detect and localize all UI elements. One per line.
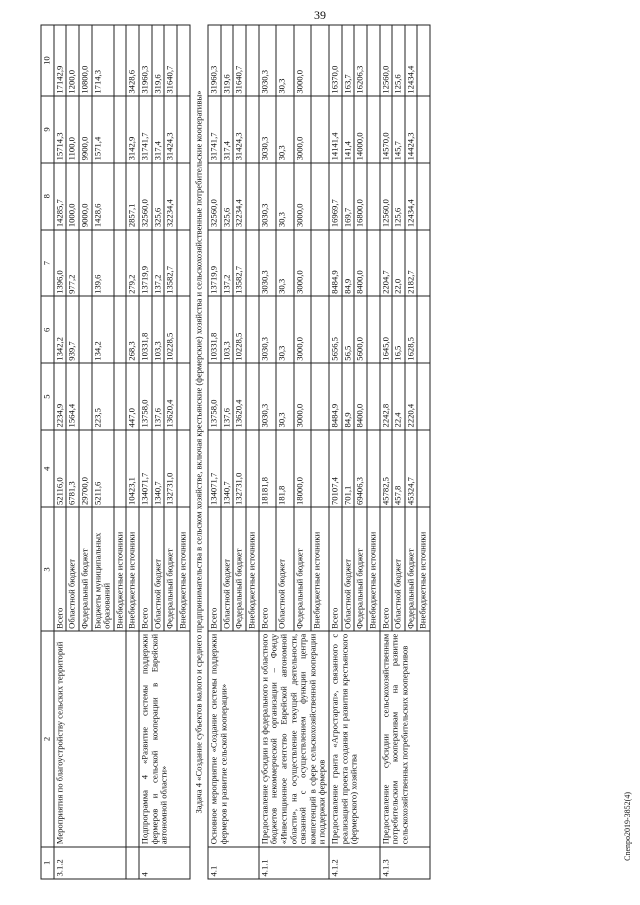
value-cell: 30,3: [276, 230, 294, 297]
value-cell: 31424,3: [164, 96, 177, 163]
value-cell: 84,9: [342, 230, 355, 297]
funding-source: Всего: [329, 507, 342, 631]
value-cell: 169,7: [342, 163, 355, 230]
value-cell: 30,3: [276, 96, 294, 163]
value-cell: 5600,0: [354, 296, 367, 363]
measure-name: Подпрограмма 4 «Развитие системы поддержки фермеров и сельской кооперации в Еврейской автономной области»: [139, 631, 190, 846]
budget-table-sheet: [41, 25, 601, 880]
value-cell: 31960,3: [139, 25, 152, 96]
value-cell: 8400,0: [354, 230, 367, 297]
measure-name: Мероприятия по благоустройству сельских территорий: [54, 631, 127, 846]
value-cell: 5211,6: [92, 430, 114, 508]
value-cell: 3000,0: [294, 363, 312, 430]
funding-source: Федеральный бюджет: [164, 507, 177, 631]
table-row: [54, 25, 67, 879]
value-cell: 1564,4: [66, 363, 79, 430]
value-cell: 2234,9: [54, 363, 67, 430]
value-cell: 22,4: [392, 363, 405, 430]
value-cell: 16969,7: [329, 163, 342, 230]
table-row: [208, 25, 221, 879]
value-cell: [177, 296, 190, 363]
value-cell: 31640,7: [233, 25, 246, 96]
value-cell: [311, 25, 329, 96]
funding-source: Областной бюджет: [342, 507, 355, 631]
value-cell: 137,6: [152, 363, 165, 430]
value-cell: 317,4: [152, 96, 165, 163]
measure-name: Предоставление субсидии из федерального и областного бюджетов некоммерческой организации – Фонду «Инвестиционное агентство Еврейской автономной области», на осуществление текущей деятельности, связанной с осуществлением функции центра компетенций в сфере сельскохозяйственной кооперации и поддержки фермеров: [259, 631, 329, 846]
value-cell: 163,7: [342, 25, 355, 96]
value-cell: 5656,5: [329, 296, 342, 363]
value-cell: 268,3: [126, 296, 139, 363]
value-cell: 279,2: [126, 230, 139, 297]
value-cell: 2220,4: [405, 363, 418, 430]
value-cell: [114, 430, 127, 508]
table-row: [329, 25, 342, 879]
value-cell: 13620,4: [233, 363, 246, 430]
header-cell: 6: [41, 296, 54, 363]
value-cell: 13582,7: [233, 230, 246, 297]
value-cell: [114, 296, 127, 363]
value-cell: 12434,4: [405, 163, 418, 230]
measure-name: Предоставление гранта «Агростартап», связанного с реализацией проекта создания и развития крестьянского (фермерского) хозяйства: [329, 631, 380, 846]
value-cell: 16370,0: [329, 25, 342, 96]
value-cell: 45324,7: [405, 430, 418, 508]
value-cell: 103,3: [152, 296, 165, 363]
value-cell: [114, 363, 127, 430]
value-cell: [246, 163, 259, 230]
table-row: [259, 25, 277, 879]
row-id: 4.1.1: [259, 847, 329, 879]
value-cell: 1396,0: [54, 230, 67, 297]
value-cell: 56,5: [342, 296, 355, 363]
value-cell: 18181,8: [259, 430, 277, 508]
value-cell: 3428,6: [126, 25, 139, 96]
value-cell: 31741,7: [208, 96, 221, 163]
value-cell: 45782,5: [380, 430, 393, 508]
value-cell: [367, 163, 380, 230]
value-cell: 317,4: [221, 96, 234, 163]
value-cell: [417, 296, 430, 363]
header-cell: 9: [41, 96, 54, 163]
value-cell: [114, 96, 127, 163]
value-cell: 134,2: [92, 296, 114, 363]
value-cell: [114, 25, 127, 96]
value-cell: [177, 230, 190, 297]
value-cell: 3000,0: [294, 163, 312, 230]
value-cell: [311, 363, 329, 430]
row-id: 4: [139, 847, 190, 879]
value-cell: 22,0: [392, 230, 405, 297]
value-cell: [367, 25, 380, 96]
funding-source: Внебюджетные источники: [114, 507, 127, 631]
value-cell: 9900,0: [79, 96, 92, 163]
funding-source: Федеральный бюджет: [294, 507, 312, 631]
value-cell: [177, 363, 190, 430]
value-cell: 141,4: [342, 96, 355, 163]
value-cell: [417, 430, 430, 508]
value-cell: 181,8: [276, 430, 294, 508]
value-cell: 31960,3: [208, 25, 221, 96]
measure-name: Основное мероприятие «Создание системы поддержки фермеров и развитие сельской кооперации»: [208, 631, 259, 846]
value-cell: 16206,3: [354, 25, 367, 96]
value-cell: [246, 296, 259, 363]
value-cell: 10331,8: [139, 296, 152, 363]
value-cell: 18000,0: [294, 430, 312, 508]
funding-source: Бюджеты муниципальных образований: [92, 507, 114, 631]
funding-source: Всего: [380, 507, 393, 631]
value-cell: 1340,7: [221, 430, 234, 508]
value-cell: [311, 430, 329, 508]
task-title: Задача 4 «Создание субъектов малого и среднего предпринимательства в сельском хозяйстве, включая крестьянские (фермерские) хозяйства и сельскохозяйственные потребительские кооперативы»: [190, 25, 209, 879]
budget-table: [41, 25, 431, 880]
value-cell: 13582,7: [164, 230, 177, 297]
value-cell: 319,6: [221, 25, 234, 96]
value-cell: 325,6: [221, 163, 234, 230]
table-row: [139, 25, 152, 879]
value-cell: [311, 163, 329, 230]
value-cell: 3000,0: [294, 96, 312, 163]
value-cell: 3142,9: [126, 96, 139, 163]
value-cell: 1628,5: [405, 296, 418, 363]
value-cell: [79, 230, 92, 297]
funding-source: Федеральный бюджет: [405, 507, 418, 631]
value-cell: 14570,0: [380, 96, 393, 163]
funding-source: Областной бюджет: [276, 507, 294, 631]
funding-source: Внебюджетные источники: [311, 507, 329, 631]
value-cell: [114, 230, 127, 297]
value-cell: 13620,4: [164, 363, 177, 430]
value-cell: 457,8: [392, 430, 405, 508]
value-cell: 29700,0: [79, 430, 92, 508]
funding-source: Всего: [54, 507, 67, 631]
value-cell: 10331,8: [208, 296, 221, 363]
value-cell: 16,5: [392, 296, 405, 363]
value-cell: 2857,1: [126, 163, 139, 230]
value-cell: 32560,0: [208, 163, 221, 230]
value-cell: 701,1: [342, 430, 355, 508]
value-cell: [367, 296, 380, 363]
value-cell: 12434,4: [405, 25, 418, 96]
value-cell: 8484,9: [329, 363, 342, 430]
value-cell: 1714,3: [92, 25, 114, 96]
value-cell: 14141,4: [329, 96, 342, 163]
value-cell: 52116,0: [54, 430, 67, 508]
value-cell: [417, 363, 430, 430]
header-cell: 4: [41, 430, 54, 508]
funding-source: Всего: [139, 507, 152, 631]
row-id: [126, 847, 139, 879]
header-cell: 7: [41, 230, 54, 297]
funding-source: Областной бюджет: [392, 507, 405, 631]
funding-source: Внебюджетные источники: [246, 507, 259, 631]
value-cell: [417, 96, 430, 163]
value-cell: 939,7: [66, 296, 79, 363]
header-row: [41, 25, 54, 879]
value-cell: 134071,7: [139, 430, 152, 508]
value-cell: 3030,3: [259, 96, 277, 163]
header-cell: 1: [41, 847, 54, 879]
value-cell: 1645,0: [380, 296, 393, 363]
value-cell: 32234,4: [233, 163, 246, 230]
row-id: 4.1: [208, 847, 259, 879]
value-cell: [114, 163, 127, 230]
table-row: [126, 25, 139, 879]
value-cell: [246, 25, 259, 96]
value-cell: 3000,0: [294, 25, 312, 96]
value-cell: 31741,7: [139, 96, 152, 163]
funding-source: Всего: [259, 507, 277, 631]
value-cell: 13719,9: [208, 230, 221, 297]
funding-source: Внебюджетные источники: [126, 507, 139, 631]
value-cell: 8400,0: [354, 363, 367, 430]
value-cell: [311, 230, 329, 297]
value-cell: [417, 230, 430, 297]
value-cell: [246, 230, 259, 297]
value-cell: 2242,8: [380, 363, 393, 430]
task-row: [190, 25, 209, 879]
value-cell: 13719,9: [139, 230, 152, 297]
funding-source: Федеральный бюджет: [354, 507, 367, 631]
footer-code: Cnenpo2019-3852(4): [623, 792, 632, 861]
funding-source: Областной бюджет: [152, 507, 165, 631]
value-cell: [417, 163, 430, 230]
value-cell: 3030,3: [259, 25, 277, 96]
value-cell: 125,6: [392, 163, 405, 230]
value-cell: [79, 296, 92, 363]
value-cell: 447,0: [126, 363, 139, 430]
value-cell: 3000,0: [294, 230, 312, 297]
value-cell: 2182,7: [405, 230, 418, 297]
value-cell: 10800,0: [79, 25, 92, 96]
value-cell: 12560,0: [380, 25, 393, 96]
funding-source: Внебюджетные источники: [417, 507, 430, 631]
page-number: 39: [314, 8, 326, 22]
header-cell: 8: [41, 163, 54, 230]
value-cell: 17142,9: [54, 25, 67, 96]
value-cell: [79, 363, 92, 430]
value-cell: 139,6: [92, 230, 114, 297]
value-cell: [177, 163, 190, 230]
value-cell: 84,9: [342, 363, 355, 430]
value-cell: 3030,3: [259, 363, 277, 430]
row-id: 4.1.3: [380, 847, 431, 879]
value-cell: [177, 96, 190, 163]
value-cell: 1200,0: [66, 25, 79, 96]
value-cell: 3030,3: [259, 230, 277, 297]
value-cell: 14000,0: [354, 96, 367, 163]
value-cell: 125,6: [392, 25, 405, 96]
funding-source: Внебюджетные источники: [177, 507, 190, 631]
measure-name: [126, 631, 139, 846]
value-cell: 1428,6: [92, 163, 114, 230]
value-cell: 10423,1: [126, 430, 139, 508]
value-cell: 1571,4: [92, 96, 114, 163]
row-id: 4.1.2: [329, 847, 380, 879]
funding-source: Федеральный бюджет: [79, 507, 92, 631]
value-cell: 137,6: [221, 363, 234, 430]
value-cell: 3030,3: [259, 163, 277, 230]
value-cell: 14285,7: [54, 163, 67, 230]
value-cell: [246, 430, 259, 508]
value-cell: 145,7: [392, 96, 405, 163]
funding-source: Областной бюджет: [221, 507, 234, 631]
value-cell: 12560,0: [380, 163, 393, 230]
value-cell: [246, 96, 259, 163]
value-cell: 9000,0: [79, 163, 92, 230]
funding-source: Всего: [208, 507, 221, 631]
value-cell: 10228,5: [164, 296, 177, 363]
value-cell: 132731,0: [233, 430, 246, 508]
value-cell: 1342,2: [54, 296, 67, 363]
value-cell: [417, 25, 430, 96]
value-cell: 3000,0: [294, 296, 312, 363]
funding-source: Внебюджетные источники: [367, 507, 380, 631]
value-cell: 31640,7: [164, 25, 177, 96]
funding-source: Федеральный бюджет: [233, 507, 246, 631]
value-cell: 6781,3: [66, 430, 79, 508]
value-cell: 13758,0: [208, 363, 221, 430]
value-cell: [367, 230, 380, 297]
funding-source: Областной бюджет: [66, 507, 79, 631]
row-id: 3.1.2: [54, 847, 127, 879]
value-cell: 1340,7: [152, 430, 165, 508]
value-cell: 10228,5: [233, 296, 246, 363]
value-cell: 13758,0: [139, 363, 152, 430]
value-cell: [177, 430, 190, 508]
value-cell: [177, 25, 190, 96]
value-cell: 319,6: [152, 25, 165, 96]
value-cell: 16800,0: [354, 163, 367, 230]
value-cell: [367, 363, 380, 430]
table-row: [380, 25, 393, 879]
value-cell: 30,3: [276, 363, 294, 430]
value-cell: [367, 430, 380, 508]
value-cell: 325,6: [152, 163, 165, 230]
value-cell: 69406,3: [354, 430, 367, 508]
value-cell: 70107,4: [329, 430, 342, 508]
header-cell: 3: [41, 507, 54, 631]
value-cell: 14424,3: [405, 96, 418, 163]
value-cell: 30,3: [276, 163, 294, 230]
value-cell: [311, 96, 329, 163]
value-cell: 15714,3: [54, 96, 67, 163]
value-cell: 134071,7: [208, 430, 221, 508]
value-cell: 3030,3: [259, 296, 277, 363]
header-cell: 10: [41, 25, 54, 96]
value-cell: [367, 96, 380, 163]
value-cell: 2204,7: [380, 230, 393, 297]
value-cell: [246, 363, 259, 430]
value-cell: 1000,0: [66, 163, 79, 230]
value-cell: 31424,3: [233, 96, 246, 163]
header-cell: 2: [41, 631, 54, 846]
value-cell: 30,3: [276, 296, 294, 363]
value-cell: 1100,0: [66, 96, 79, 163]
measure-name: Предоставление субсидии сельскохозяйственным потребительским кооперативам на развитие сельскохозяйственных потребительских кооперативов: [380, 631, 431, 846]
value-cell: [311, 296, 329, 363]
value-cell: 32234,4: [164, 163, 177, 230]
value-cell: 32560,0: [139, 163, 152, 230]
value-cell: 137,2: [221, 230, 234, 297]
value-cell: 8484,9: [329, 230, 342, 297]
value-cell: 223,5: [92, 363, 114, 430]
header-cell: 5: [41, 363, 54, 430]
value-cell: 977,2: [66, 230, 79, 297]
value-cell: 132731,0: [164, 430, 177, 508]
value-cell: 137,2: [152, 230, 165, 297]
table-body: [54, 25, 430, 879]
value-cell: 103,3: [221, 296, 234, 363]
value-cell: 30,3: [276, 25, 294, 96]
